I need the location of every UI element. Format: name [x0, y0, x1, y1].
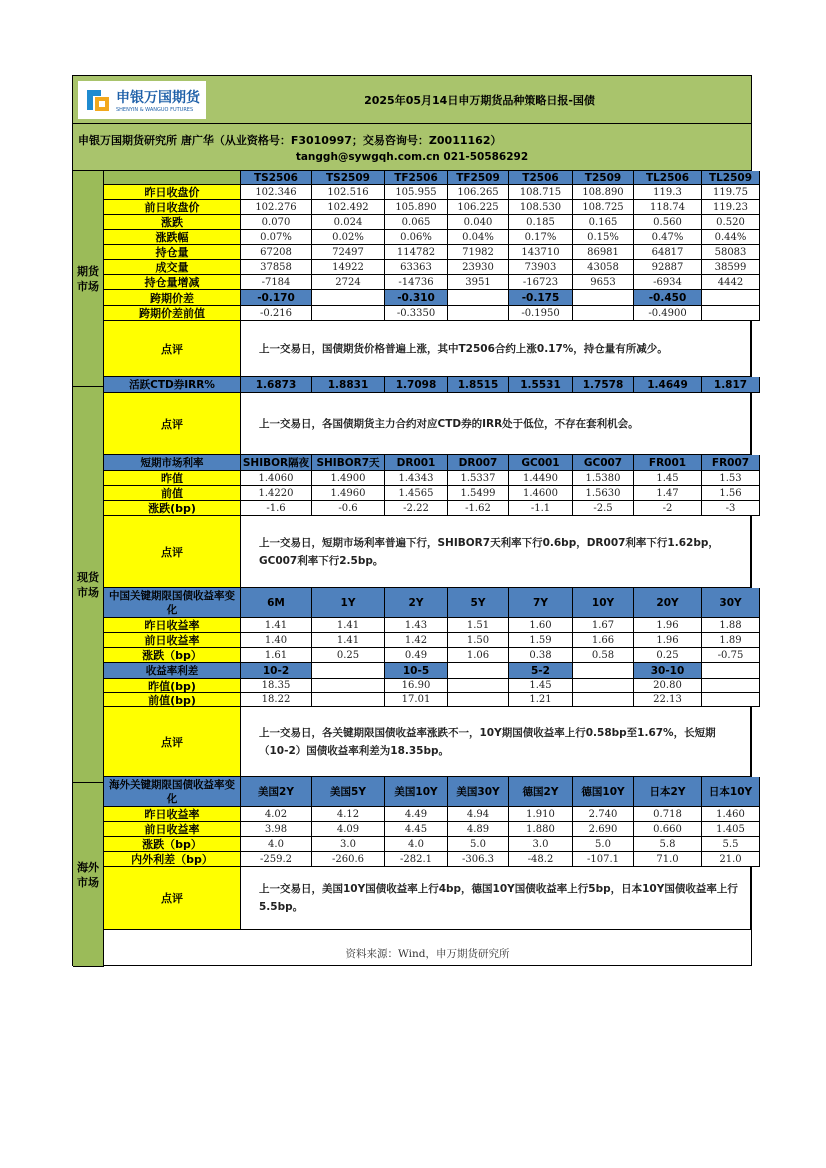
rate-header: SHIBOR隔夜	[241, 455, 312, 471]
overseas-row-value: 4.02	[241, 807, 312, 822]
futures-row-value: 0.024	[312, 215, 385, 230]
calendar-spread-prev-empty	[448, 306, 509, 321]
overseas-header: 美国5Y	[312, 777, 385, 807]
yield-spread-name-empty	[312, 663, 385, 679]
futures-row-value: 102.346	[241, 185, 312, 200]
cn-yield-row-value: 1.43	[385, 618, 448, 633]
ctd-irr-value: 1.6873	[241, 377, 312, 393]
yield-spread-name-label: 收益率利差	[104, 663, 241, 679]
futures-row-value: 37858	[241, 260, 312, 275]
rate-header: DR007	[448, 455, 509, 471]
calendar-spread-value: -0.170	[241, 290, 312, 306]
yield-spread-row-empty	[573, 679, 634, 693]
cn-yield-row-label: 昨日收益率	[104, 618, 241, 633]
yield-spread-name-value: 10-2	[241, 663, 312, 679]
tenor-header: 10Y	[573, 588, 634, 618]
section-overseas: 海外 市场	[73, 783, 104, 967]
cn-yield-row-value: 0.58	[573, 648, 634, 663]
futures-row-value: 106.225	[448, 200, 509, 215]
futures-row-value: 73903	[509, 260, 573, 275]
overseas-row-value: 4.12	[312, 807, 385, 822]
calendar-spread-prev-empty	[702, 306, 760, 321]
tenor-header: 1Y	[312, 588, 385, 618]
ctd-comment-text: 上一交易日，各国债期货主力合约对应CTD券的IRR处于低位，不存在套利机会。	[241, 393, 751, 455]
yield-spread-row-value: 18.22	[241, 693, 312, 707]
futures-row-value: 0.065	[385, 215, 448, 230]
overseas-row-value: 4.94	[448, 807, 509, 822]
cn-yield-row-label: 前日收益率	[104, 633, 241, 648]
section-spot: 现货 市场	[73, 387, 104, 783]
futures-row-label: 持仓量增减	[104, 275, 241, 290]
yield-spread-name-empty	[702, 663, 760, 679]
futures-comment-label: 点评	[104, 321, 241, 377]
overseas-header: 美国30Y	[448, 777, 509, 807]
futures-row-value: 105.890	[385, 200, 448, 215]
futures-row-value: 119.23	[702, 200, 760, 215]
overseas-row-value: 2.740	[573, 807, 634, 822]
yield-spread-row-label: 前值(bp)	[104, 693, 241, 707]
yield-spread-name-empty	[573, 663, 634, 679]
cn-yield-row-value: 1.61	[241, 648, 312, 663]
cn-yield-row-value: 1.67	[573, 618, 634, 633]
overseas-row-value: 1.910	[509, 807, 573, 822]
overseas-row-value: 3.0	[312, 837, 385, 852]
logo-mark-icon	[84, 86, 112, 114]
futures-row-value: 3951	[448, 275, 509, 290]
contact-line: tanggh@sywgqh.com.cn 021-50586292	[295, 151, 529, 163]
yield-spread-row-empty	[448, 693, 509, 707]
overseas-row-value: 5.8	[634, 837, 702, 852]
contract-header: T2509	[573, 171, 634, 185]
money-row-value: 1.5337	[448, 471, 509, 486]
futures-row-value: 0.02%	[312, 230, 385, 245]
futures-row-value: 43058	[573, 260, 634, 275]
futures-row-value: 102.516	[312, 185, 385, 200]
futures-row-value: 0.44%	[702, 230, 760, 245]
report-title: 2025年05月14日申万期货品种策略日报-国债	[364, 94, 595, 107]
money-comment-label: 点评	[104, 516, 241, 588]
futures-row-value: 102.276	[241, 200, 312, 215]
overseas-row-label: 内外利差（bp）	[104, 852, 241, 867]
yield-spread-row-value: 18.35	[241, 679, 312, 693]
money-row-value: -0.6	[312, 501, 385, 516]
futures-row-value: 0.04%	[448, 230, 509, 245]
calendar-spread-value: -0.310	[385, 290, 448, 306]
futures-row-value: 108.725	[573, 200, 634, 215]
overseas-row-value: -306.3	[448, 852, 509, 867]
money-row-value: -2.5	[573, 501, 634, 516]
ctd-irr-value: 1.8515	[448, 377, 509, 393]
cn-yield-row-value: 1.96	[634, 618, 702, 633]
futures-header-blank	[104, 171, 241, 185]
calendar-spread-value: -0.175	[509, 290, 573, 306]
calendar-spread-empty	[573, 290, 634, 306]
overseas-row-label: 涨跌（bp）	[104, 837, 241, 852]
cn-yield-comment-label: 点评	[104, 707, 241, 777]
calendar-spread-prev-value: -0.1950	[509, 306, 573, 321]
overseas-row-value: 4.0	[385, 837, 448, 852]
contract-header: TS2509	[312, 171, 385, 185]
cn-yield-row-value: 1.96	[634, 633, 702, 648]
tenor-header: 20Y	[634, 588, 702, 618]
money-row-value: 1.56	[702, 486, 760, 501]
futures-row-value: -16723	[509, 275, 573, 290]
cn-yield-row-label: 涨跌（bp）	[104, 648, 241, 663]
ctd-irr-value: 1.7578	[573, 377, 634, 393]
money-row-value: 1.4960	[312, 486, 385, 501]
overseas-header-label: 海外关键期限国债收益率变化	[104, 777, 241, 807]
money-row-value: 1.4565	[385, 486, 448, 501]
logo	[78, 81, 206, 119]
rate-header: GC007	[573, 455, 634, 471]
money-row-value: -1.6	[241, 501, 312, 516]
money-row-value: 1.4060	[241, 471, 312, 486]
futures-row-value: 63363	[385, 260, 448, 275]
futures-row-value: 114782	[385, 245, 448, 260]
overseas-header: 美国10Y	[385, 777, 448, 807]
futures-row-value: 0.520	[702, 215, 760, 230]
source-note: 资料来源：Wind，申万期货研究所	[345, 948, 510, 960]
yield-spread-row-empty	[702, 679, 760, 693]
money-row-label: 前值	[104, 486, 241, 501]
overseas-row-label: 前日收益率	[104, 822, 241, 837]
report-header	[73, 76, 751, 124]
calendar-spread-prev-value: -0.4900	[634, 306, 702, 321]
ctd-irr-value: 1.4649	[634, 377, 702, 393]
yield-spread-row-empty	[573, 693, 634, 707]
contract-header: TL2509	[702, 171, 760, 185]
futures-row-value: 0.06%	[385, 230, 448, 245]
overseas-header: 日本2Y	[634, 777, 702, 807]
overseas-row-value: 1.460	[702, 807, 760, 822]
futures-row-value: 108.530	[509, 200, 573, 215]
cn-yield-row-value: 1.50	[448, 633, 509, 648]
futures-row-value: -6934	[634, 275, 702, 290]
overseas-row-value: 2.690	[573, 822, 634, 837]
logo-subtext: SHENYIN & WANGUO FUTURES	[116, 107, 194, 113]
money-row-value: -2.22	[385, 501, 448, 516]
contract-header: TS2506	[241, 171, 312, 185]
overseas-row-value: 0.718	[634, 807, 702, 822]
money-row-value: 1.5499	[448, 486, 509, 501]
overseas-row-value: 5.5	[702, 837, 760, 852]
yield-spread-row-empty	[312, 679, 385, 693]
futures-row-value: 0.070	[241, 215, 312, 230]
cn-yield-row-value: 1.51	[448, 618, 509, 633]
rate-header: SHIBOR7天	[312, 455, 385, 471]
yield-spread-row-value: 20.80	[634, 679, 702, 693]
futures-row-value: 143710	[509, 245, 573, 260]
cn-yield-header-label: 中国关键期限国债收益率变化	[104, 588, 241, 618]
overseas-row-value: -260.6	[312, 852, 385, 867]
calendar-spread-value: -0.450	[634, 290, 702, 306]
money-row-value: -3	[702, 501, 760, 516]
overseas-comment-label: 点评	[104, 867, 241, 930]
cn-yield-row-value: 0.38	[509, 648, 573, 663]
overseas-header: 美国2Y	[241, 777, 312, 807]
yield-spread-row-empty	[448, 679, 509, 693]
cn-yield-row-value: 0.25	[312, 648, 385, 663]
overseas-row-value: 4.49	[385, 807, 448, 822]
money-row-value: 1.45	[634, 471, 702, 486]
overseas-row-value: 4.0	[241, 837, 312, 852]
futures-row-label: 涨跌	[104, 215, 241, 230]
calendar-spread-prev-empty	[312, 306, 385, 321]
money-row-value: 1.5630	[573, 486, 634, 501]
futures-row-value: -14736	[385, 275, 448, 290]
cn-yield-row-value: 1.41	[312, 633, 385, 648]
contract-header: T2506	[509, 171, 573, 185]
futures-row-label: 持仓量	[104, 245, 241, 260]
futures-row-value: 0.165	[573, 215, 634, 230]
overseas-row-value: 1.880	[509, 822, 573, 837]
futures-comment-text: 上一交易日，国债期货价格普遍上涨，其中T2506合约上涨0.17%，持仓量有所减少。	[241, 321, 751, 377]
futures-row-value: 0.185	[509, 215, 573, 230]
overseas-row-label: 昨日收益率	[104, 807, 241, 822]
calendar-spread-prev-empty	[573, 306, 634, 321]
cn-yield-row-value: 1.40	[241, 633, 312, 648]
futures-row-value: 118.74	[634, 200, 702, 215]
overseas-comment-text: 上一交易日，美国10Y国债收益率上行4bp，德国10Y国债收益率上行5bp，日本10Y国债收益率上行5.5bp。	[241, 867, 751, 930]
logo-text: 申银万国期货	[116, 90, 200, 106]
futures-row-value: 102.492	[312, 200, 385, 215]
cn-yield-row-value: 1.41	[312, 618, 385, 633]
futures-row-value: 86981	[573, 245, 634, 260]
overseas-row-value: 71.0	[634, 852, 702, 867]
yield-spread-row-value: 22.13	[634, 693, 702, 707]
money-row-value: -2	[634, 501, 702, 516]
overseas-header: 日本10Y	[702, 777, 760, 807]
cn-yield-row-value: -0.75	[702, 648, 760, 663]
cn-yield-comment-text: 上一交易日，各关键期限国债收益率涨跌不一，10Y期国债收益率上行0.58bp至1.67%，长短期（10-2）国债收益率利差为18.35bp。	[241, 707, 751, 777]
rate-header: DR001	[385, 455, 448, 471]
contract-header: TF2509	[448, 171, 509, 185]
futures-row-value: 4442	[702, 275, 760, 290]
futures-row-value: 72497	[312, 245, 385, 260]
money-row-value: 1.4220	[241, 486, 312, 501]
ctd-irr-value: 1.7098	[385, 377, 448, 393]
money-row-label: 涨跌(bp)	[104, 501, 241, 516]
yield-spread-row-empty	[312, 693, 385, 707]
contract-header: TF2506	[385, 171, 448, 185]
futures-row-value: 14922	[312, 260, 385, 275]
tenor-header: 7Y	[509, 588, 573, 618]
futures-row-label: 涨跌幅	[104, 230, 241, 245]
futures-row-value: 0.47%	[634, 230, 702, 245]
cn-yield-row-value: 1.41	[241, 618, 312, 633]
author-block	[73, 124, 751, 171]
futures-row-value: 23930	[448, 260, 509, 275]
tenor-header: 6M	[241, 588, 312, 618]
rate-header: FR007	[702, 455, 760, 471]
overseas-row-value: 3.0	[509, 837, 573, 852]
yield-spread-name-value: 30-10	[634, 663, 702, 679]
calendar-spread-prev-value: -0.3350	[385, 306, 448, 321]
yield-spread-row-value: 1.21	[509, 693, 573, 707]
futures-row-value: 0.040	[448, 215, 509, 230]
overseas-row-value: 5.0	[573, 837, 634, 852]
futures-row-value: 58083	[702, 245, 760, 260]
calendar-spread-empty	[448, 290, 509, 306]
money-row-value: -1.1	[509, 501, 573, 516]
yield-spread-row-label: 昨值(bp)	[104, 679, 241, 693]
rate-header: FR001	[634, 455, 702, 471]
strategy-report	[72, 75, 752, 966]
money-row-value: -1.62	[448, 501, 509, 516]
rate-header: GC001	[509, 455, 573, 471]
money-row-value: 1.53	[702, 471, 760, 486]
calendar-spread-prev-label: 跨期价差前值	[104, 306, 241, 321]
overseas-row-value: 4.89	[448, 822, 509, 837]
overseas-row-value: 0.660	[634, 822, 702, 837]
money-header-label: 短期市场利率	[104, 455, 241, 471]
yield-spread-row-value: 1.45	[509, 679, 573, 693]
futures-row-value: 0.560	[634, 215, 702, 230]
cn-yield-row-value: 1.66	[573, 633, 634, 648]
author-line: 申银万国期货研究所 唐广华（从业资格号：F3010997；交易咨询号：Z0011162）	[78, 134, 502, 147]
futures-row-value: 38599	[702, 260, 760, 275]
section-futures: 期货 市场	[73, 171, 104, 387]
futures-row-label: 昨日收盘价	[104, 185, 241, 200]
futures-row-value: 119.3	[634, 185, 702, 200]
cn-yield-row-value: 1.06	[448, 648, 509, 663]
overseas-row-value: 21.0	[702, 852, 760, 867]
ctd-comment-label: 点评	[104, 393, 241, 455]
money-row-value: 1.47	[634, 486, 702, 501]
futures-row-label: 前日收盘价	[104, 200, 241, 215]
futures-row-value: 2724	[312, 275, 385, 290]
overseas-row-value: 3.98	[241, 822, 312, 837]
cn-yield-row-value: 1.42	[385, 633, 448, 648]
ctd-irr-value: 1.817	[702, 377, 760, 393]
yield-spread-row-value: 16.90	[385, 679, 448, 693]
ctd-irr-label: 活跃CTD券IRR%	[104, 377, 241, 393]
ctd-irr-value: 1.5531	[509, 377, 573, 393]
overseas-row-value: -282.1	[385, 852, 448, 867]
cn-yield-row-value: 0.49	[385, 648, 448, 663]
calendar-spread-empty	[702, 290, 760, 306]
futures-row-value: 106.265	[448, 185, 509, 200]
cn-yield-row-value: 1.89	[702, 633, 760, 648]
futures-row-value: 67208	[241, 245, 312, 260]
overseas-row-value: -259.2	[241, 852, 312, 867]
overseas-row-value: -48.2	[509, 852, 573, 867]
yield-spread-name-value: 10-5	[385, 663, 448, 679]
money-row-value: 1.5380	[573, 471, 634, 486]
money-comment-text: 上一交易日，短期市场利率普遍下行，SHIBOR7天利率下行0.6bp，DR007利率下行1.62bp，GC007利率下行2.5bp。	[241, 516, 751, 588]
calendar-spread-label: 跨期价差	[104, 290, 241, 306]
overseas-row-value: 4.45	[385, 822, 448, 837]
money-row-value: 1.4490	[509, 471, 573, 486]
cn-yield-row-value: 0.25	[634, 648, 702, 663]
futures-row-value: 108.715	[509, 185, 573, 200]
tenor-header: 5Y	[448, 588, 509, 618]
futures-row-value: 108.890	[573, 185, 634, 200]
futures-row-value: 92887	[634, 260, 702, 275]
calendar-spread-prev-value: -0.216	[241, 306, 312, 321]
futures-row-value: 71982	[448, 245, 509, 260]
yield-spread-row-empty	[702, 693, 760, 707]
yield-spread-name-value: 5-2	[509, 663, 573, 679]
overseas-row-value: -107.1	[573, 852, 634, 867]
futures-row-label: 成交量	[104, 260, 241, 275]
overseas-header: 德国2Y	[509, 777, 573, 807]
tenor-header: 30Y	[702, 588, 760, 618]
cn-yield-row-value: 1.88	[702, 618, 760, 633]
overseas-row-value: 4.09	[312, 822, 385, 837]
money-row-value: 1.4343	[385, 471, 448, 486]
overseas-row-value: 1.405	[702, 822, 760, 837]
tenor-header: 2Y	[385, 588, 448, 618]
futures-row-value: 0.07%	[241, 230, 312, 245]
yield-spread-row-value: 17.01	[385, 693, 448, 707]
calendar-spread-empty	[312, 290, 385, 306]
money-row-value: 1.4600	[509, 486, 573, 501]
overseas-header: 德国10Y	[573, 777, 634, 807]
futures-row-value: 105.955	[385, 185, 448, 200]
money-row-label: 昨值	[104, 471, 241, 486]
money-row-value: 1.4900	[312, 471, 385, 486]
futures-row-value: 0.17%	[509, 230, 573, 245]
cn-yield-row-value: 1.60	[509, 618, 573, 633]
cn-yield-row-value: 1.59	[509, 633, 573, 648]
yield-spread-name-empty	[448, 663, 509, 679]
futures-row-value: -7184	[241, 275, 312, 290]
futures-row-value: 64817	[634, 245, 702, 260]
futures-row-value: 0.15%	[573, 230, 634, 245]
futures-row-value: 9653	[573, 275, 634, 290]
ctd-irr-value: 1.8831	[312, 377, 385, 393]
contract-header: TL2506	[634, 171, 702, 185]
overseas-row-value: 5.0	[448, 837, 509, 852]
futures-row-value: 119.75	[702, 185, 760, 200]
